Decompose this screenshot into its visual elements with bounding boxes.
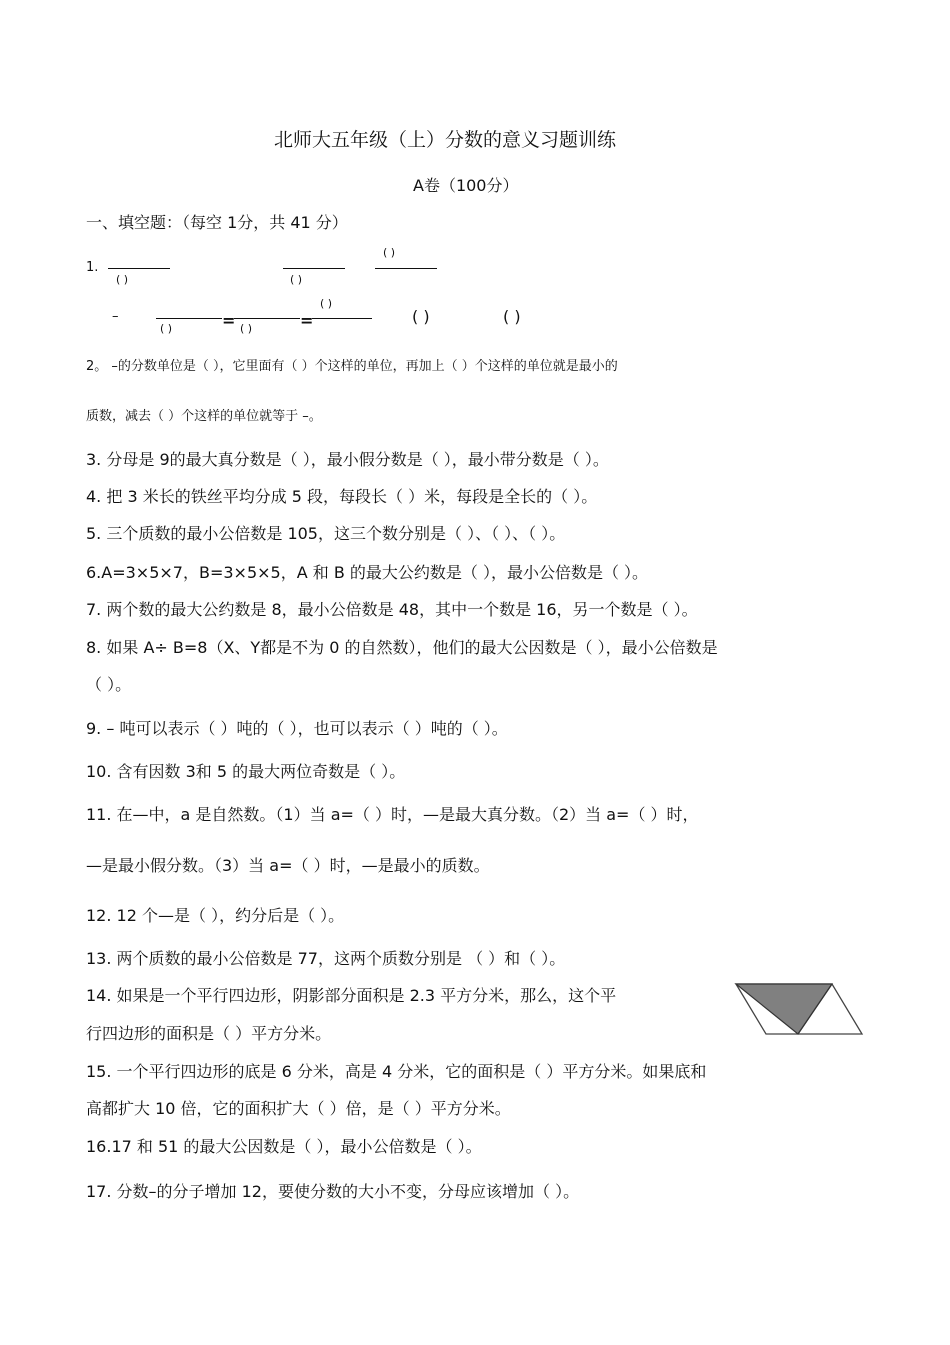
question-3: 3. 分母是 9的最大真分数是（ ），最小假分数是（ ），最小带分数是（ ）。 — [86, 450, 609, 469]
parallelogram-figure — [734, 980, 866, 1038]
question-2-line-2: 质数，减去（ ）个这样的单位就等于 –。 — [86, 409, 322, 424]
fraction-denominator-blank[interactable]: ( ) — [160, 322, 173, 335]
question-8-line-1: 8. 如果 A÷ B=8（X、Y都是不为 0 的自然数），他们的最大公因数是（ ），最小公倍数是 — [86, 638, 718, 657]
fraction-bar — [312, 318, 372, 319]
question-14-line-2: 行四边形的面积是（ ）平方分米。 — [86, 1024, 332, 1043]
fraction-bar — [156, 318, 222, 319]
fraction-denominator-blank[interactable]: ( ) — [240, 322, 253, 335]
answer-blank[interactable]: ( ) — [412, 307, 430, 326]
question-2-line-1: 2。 –的分数单位是（ ），它里面有（ ）个这样的单位，再加上（ ）个这样的单位就是最小的 — [86, 359, 618, 374]
q1-number: 1. — [86, 260, 99, 275]
question-13: 13. 两个质数的最小公倍数是 77，这两个质数分别是 （ ）和（ ）。 — [86, 949, 566, 968]
fraction-bar — [234, 318, 300, 319]
fraction-denominator-blank[interactable]: ( ) — [290, 273, 303, 286]
question-16: 16.17 和 51 的最大公因数是（ ），最小公倍数是（ ）。 — [86, 1137, 482, 1156]
question-8-line-2: （ ）。 — [86, 675, 132, 694]
question-5: 5. 三个质数的最小公倍数是 105，这三个数分别是（ ）、（ ）、（ ）。 — [86, 524, 566, 543]
question-14-line-1: 14. 如果是一个平行四边形，阴影部分面积是 2.3 平方分米，那么，这个平 — [86, 986, 617, 1005]
fraction-denominator-blank[interactable]: ( ) — [116, 273, 129, 286]
fraction-minus-sign: – — [112, 309, 119, 324]
fraction-numerator-blank[interactable]: ( ) — [320, 297, 333, 310]
question-17: 17. 分数–的分子增加 12，要使分数的大小不变，分母应该增加（ ）。 — [86, 1182, 580, 1201]
question-15-line-2: 高都扩大 10 倍，它的面积扩大（ ）倍，是（ ）平方分米。 — [86, 1099, 511, 1118]
fraction-bar — [108, 268, 170, 269]
question-10: 10. 含有因数 3和 5 的最大两位奇数是（ ）。 — [86, 762, 406, 781]
page-title: 北师大五年级（上）分数的意义习题训练 — [274, 129, 617, 151]
question-4: 4. 把 3 米长的铁丝平均分成 5 段，每段长（ ）米，每段是全长的（ ）。 — [86, 487, 598, 506]
equals-sign: = — [300, 311, 314, 330]
fraction-numerator-blank[interactable]: ( ) — [383, 246, 396, 259]
question-15-line-1: 15. 一个平行四边形的底是 6 分米，高是 4 分米，它的面积是（ ）平方分米。如果底和 — [86, 1062, 707, 1081]
question-9: 9. – 吨可以表示（ ）吨的（ ），也可以表示（ ）吨的（ ）。 — [86, 719, 508, 738]
question-6: 6.A=3×5×7，B=3×5×5，A 和 B 的最大公约数是（ ），最小公倍数是（ ）。 — [86, 563, 649, 582]
question-11-line-2: —是最小假分数。（3）当 a=（ ）时，—是最小的质数。 — [86, 856, 490, 875]
fraction-bar — [283, 268, 345, 269]
equals-sign: = — [222, 311, 236, 330]
question-11-line-1: 11. 在—中，a 是自然数。（1）当 a=（ ）时，—是最大真分数。（2）当 a=（ ）时， — [86, 805, 699, 824]
answer-blank[interactable]: ( ) — [503, 307, 521, 326]
fraction-bar — [375, 268, 437, 269]
section-heading-fill-blanks: 一、填空题：（每空 1分，共 41 分） — [86, 213, 348, 232]
page-subtitle: A卷（100分） — [413, 176, 519, 195]
question-7: 7. 两个数的最大公约数是 8，最小公倍数是 48，其中一个数是 16，另一个数是（ ）。 — [86, 600, 698, 619]
question-12: 12. 12 个—是（ ），约分后是（ ）。 — [86, 906, 345, 925]
